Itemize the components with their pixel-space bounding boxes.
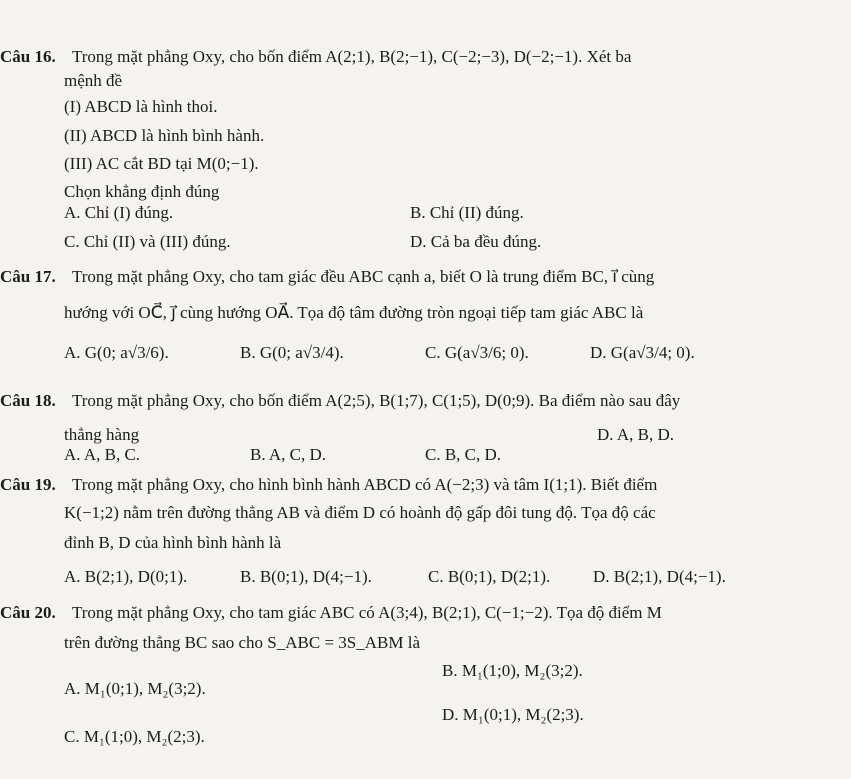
q20-label: Câu 20.	[0, 603, 56, 622]
q17-option-c[interactable]: C. G(a√3/6; 0).	[425, 343, 529, 362]
q16-option-a[interactable]: A. Chỉ (I) đúng.	[64, 203, 174, 222]
q16-label: Câu 16.	[0, 47, 56, 66]
q16-statement-3: (III) AC cắt BD tại M(0;−1).	[64, 154, 259, 173]
q18-label: Câu 18.	[0, 391, 56, 410]
q16-stem-2: mệnh đề	[64, 71, 123, 90]
q17-option-a[interactable]: A. G(0; a√3/6).	[64, 343, 169, 362]
q19-option-c[interactable]: C. B(0;1), D(2;1).	[428, 567, 551, 586]
q17-header	[0, 266, 654, 288]
q19-header	[0, 474, 657, 496]
q16-prompt: Chọn khẳng định đúng	[64, 182, 220, 201]
q18-option-a[interactable]: A. A, B, C.	[64, 445, 141, 464]
q19-stem-1: Trong mặt phẳng Oxy, cho hình bình hành ABCD có A(−2;3) và tâm I(1;1). Biết điểm	[71, 475, 658, 494]
q20-stem-2: trên đường thẳng BC sao cho S_ABC = 3S_ABM là	[64, 633, 420, 652]
q18-header	[0, 390, 680, 412]
q17-stem-1: Trong mặt phẳng Oxy, cho tam giác đều ABC cạnh a, biết O là trung điểm BC, i⃗ cùng	[71, 267, 655, 286]
q16-statement-2: (II) ABCD là hình bình hành.	[64, 126, 265, 145]
q16-option-b[interactable]: B. Chỉ (II) đúng.	[410, 203, 524, 222]
q20-header	[0, 602, 662, 624]
q20-option-b[interactable]: B. M₁(1;0), M₂(3;2).	[442, 661, 583, 680]
q20-option-d[interactable]: D. M₁(0;1), M₂(2;3).	[442, 705, 584, 724]
q20-option-a[interactable]: A. M₁(0;1), M₂(3;2).	[64, 679, 206, 698]
q20-stem-1: Trong mặt phẳng Oxy, cho tam giác ABC có A(3;4), B(2;1), C(−1;−2). Tọa độ điểm M	[71, 603, 662, 622]
q16-option-c[interactable]: C. Chỉ (II) và (III) đúng.	[64, 232, 231, 251]
q16-statement-1: (I) ABCD là hình thoi.	[64, 97, 218, 116]
q16-option-d[interactable]: D. Cả ba đều đúng.	[410, 232, 542, 251]
q19-label: Câu 19.	[0, 475, 56, 494]
q18-stem-1: Trong mặt phẳng Oxy, cho bốn điểm A(2;5), B(1;7), C(1;5), D(0;9). Ba điểm nào sau đây	[71, 391, 681, 410]
q19-stem-2: K(−1;2) nằm trên đường thẳng AB và điểm D có hoành độ gấp đôi tung độ. Tọa độ các	[64, 503, 656, 522]
q16-header	[0, 46, 631, 68]
q17-stem-2: hướng với OC⃗, j⃗ cùng hướng OA⃗. Tọa độ tâm đường tròn ngoại tiếp tam giác ABC là	[64, 303, 644, 322]
q18-option-b[interactable]: B. A, C, D.	[250, 445, 327, 464]
q18-stem-2: thẳng hàng	[64, 425, 140, 444]
q17-label: Câu 17.	[0, 267, 56, 286]
q19-option-b[interactable]: B. B(0;1), D(4;−1).	[240, 567, 372, 586]
q17-option-d[interactable]: D. G(a√3/4; 0).	[590, 343, 695, 362]
q18-option-c[interactable]: C. B, C, D.	[425, 445, 502, 464]
q19-stem-3: đỉnh B, D của hình bình hành là	[64, 533, 282, 552]
q17-option-b[interactable]: B. G(0; a√3/4).	[240, 343, 344, 362]
q19-option-a[interactable]: A. B(2;1), D(0;1).	[64, 567, 188, 586]
q18-option-d[interactable]: D. A, B, D.	[597, 425, 674, 444]
q20-option-c[interactable]: C. M₁(1;0), M₂(2;3).	[64, 727, 205, 746]
q16-stem-1: Trong mặt phẳng Oxy, cho bốn điểm A(2;1), B(2;−1), C(−2;−3), D(−2;−1). Xét ba	[71, 47, 632, 66]
q19-option-d[interactable]: D. B(2;1), D(4;−1).	[593, 567, 726, 586]
